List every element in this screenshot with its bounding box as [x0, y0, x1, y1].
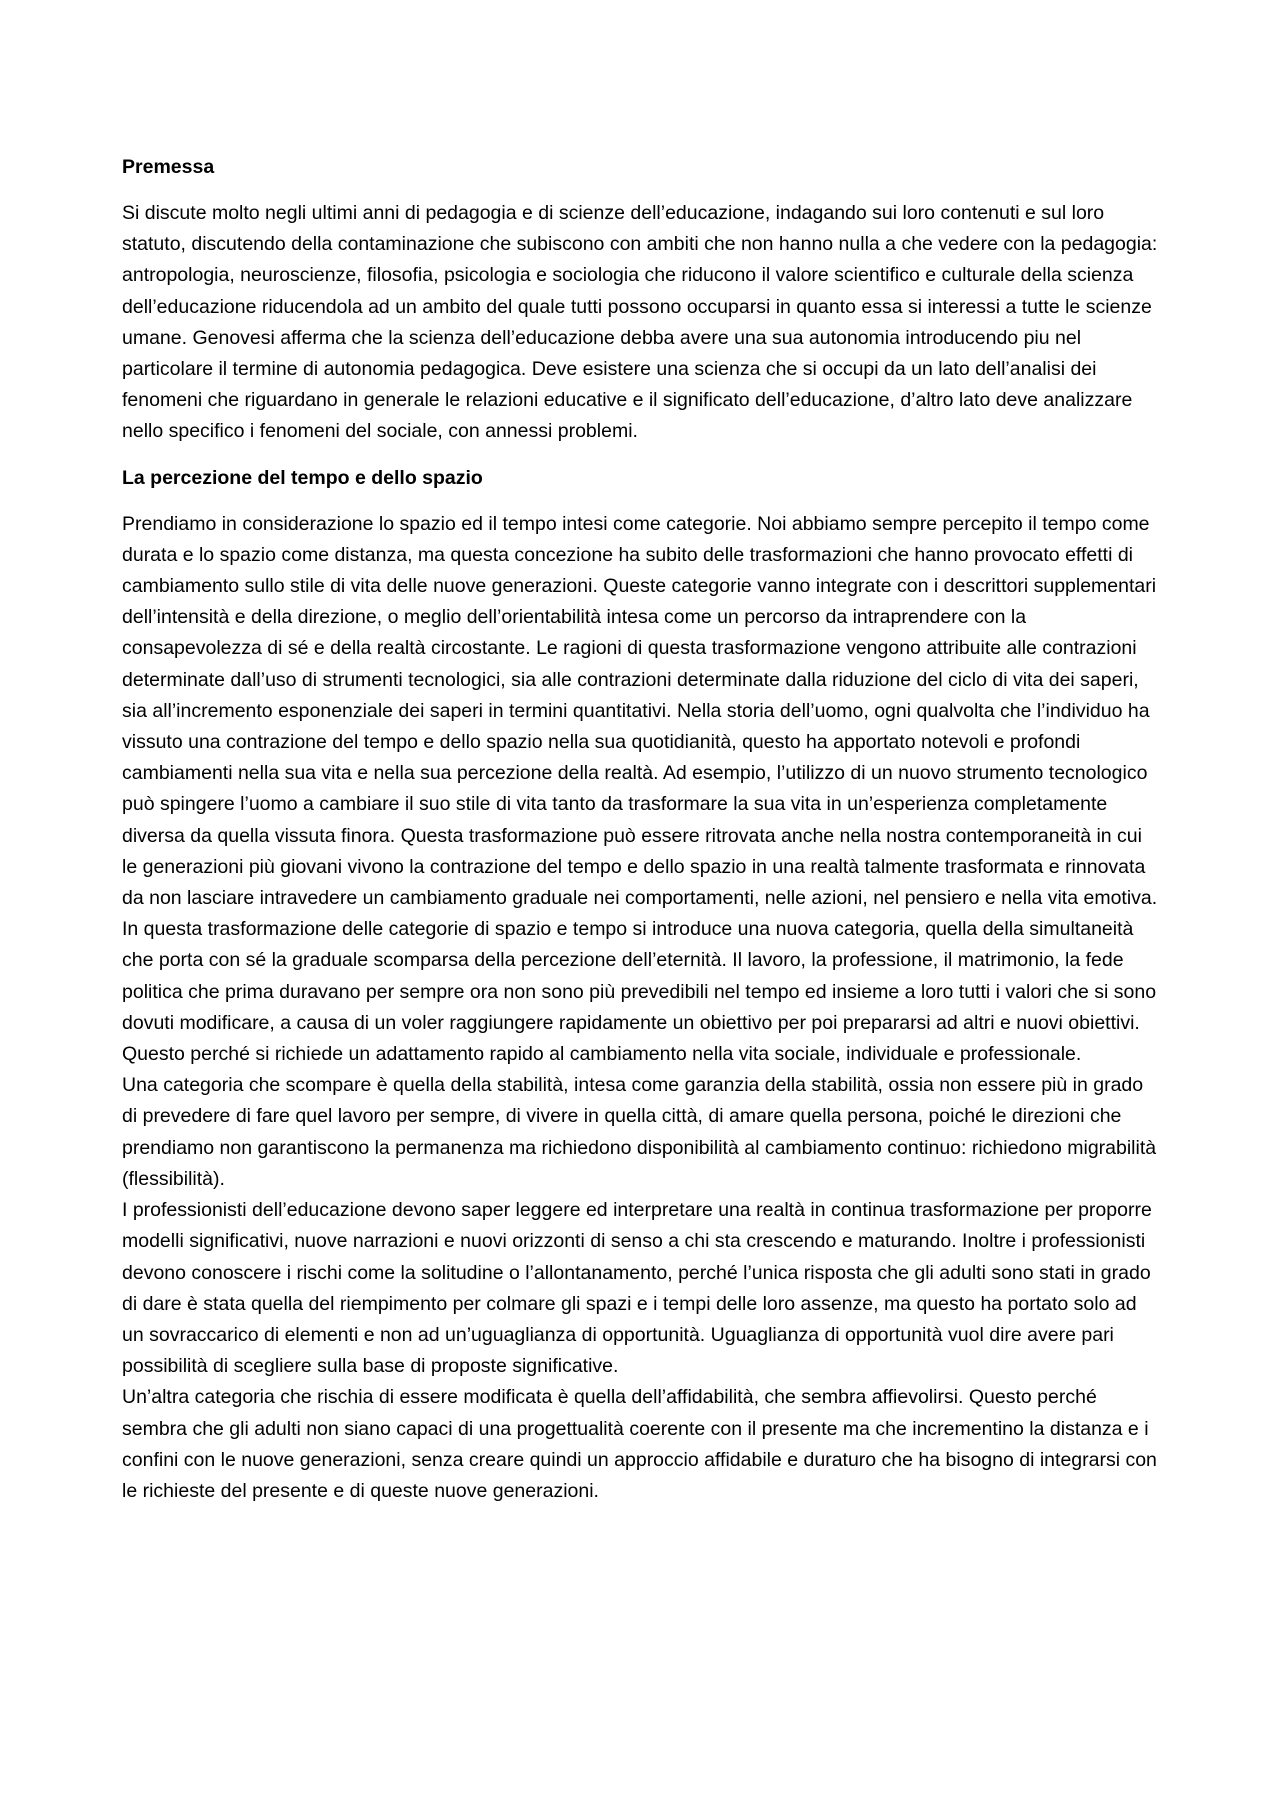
spacer [122, 448, 1162, 463]
paragraph-percezione-1: Prendiamo in considerazione lo spazio ed il tempo intesi come categorie. Noi abbiamo sempre percepito il tempo come durata e lo spazio come distanza, ma questa concezione ha subito delle trasformazioni che hanno provocato effetti di cambiamento sullo stile di vita delle nuove generazioni. Queste categorie vanno integrate con i descrittori supplementari dell’intensità e della direzione, o meglio dell’orientabilità intesa come un percorso da intraprendere con la consapevolezza di sé e della realtà circostante. Le ragioni di questa trasformazione vengono attribuite alle contrazioni determinate dall’uso di strumenti tecnologici, sia alle contrazioni determinate dalla riduzione del ciclo di vita dei saperi, sia all’incremento esponenziale dei saperi in termini quantitativi. Nella storia dell’uomo, ogni qualvolta che l’individuo ha vissuto una contrazione del tempo e dello spazio nella sua quotidianità, questo ha apportato notevoli e profondi cambiamenti nella sua vita e nella sua percezione della realtà. Ad esempio, l’utilizzo di un nuovo strumento tecnologico può spingere l’uomo a cambiare il suo stile di vita tanto da trasformare la sua vita in un’esperienza completamente diversa da quella vissuta finora. Questa trasformazione può essere ritrovata anche nella nostra contemporaneità in cui le generazioni più giovani vivono la contrazione del tempo e dello spazio in una realtà talmente trasformata e rinnovata da non lasciare intravedere un cambiamento graduale nei comportamenti, nelle azioni, nel pensiero e nella vita emotiva. [122, 512, 1158, 910]
spacer [122, 183, 1162, 198]
paragraph-percezione-2: In questa trasformazione delle categorie di spazio e tempo si introduce una nuova categoria, quella della simultaneità che porta con sé la graduale scomparsa della percezione dell’eternità. Il lavoro, la professione, il matrimonio, la fede politica che prima duravano per sempre ora non sono più prevedibili nel tempo ed insieme a loro tutti i valori che si sono dovuti modificare, a causa di un voler raggiungere rapidamente un obiettivo per poi prepararsi ad altri e nuovi obiettivi. Questo perché si richiede un adattamento rapido al cambiamento nella vita sociale, individuale e professionale. [122, 918, 1157, 1066]
paragraph-percezione-5: Un’altra categoria che rischia di essere modificata è quella dell’affidabilità, che sembra affievolirsi. Questo perché sembra che gli adulti non siano capaci di una progettualità coerente con il presente ma che incrementino la distanza e i confini con le nuove generazioni, senza creare quindi un approccio affidabile e duraturo che ha bisogno di integrarsi con le richieste del presente e di queste nuove generazioni. [122, 1386, 1157, 1502]
section-heading-premessa: Premessa [122, 156, 215, 178]
section-heading-percezione: La percezione del tempo e dello spazio [122, 466, 483, 489]
paragraph-premessa: Si discute molto negli ultimi anni di pedagogia e di scienze dell’educazione, indagando sui loro contenuti e sul loro statuto, discutendo della contaminazione che subiscono con ambiti che non hanno nulla a che vedere con la pedagogia: antropologia, neuroscienze, filosofia, psicologia e sociologia che riducono il valore scientifico e culturale della scienza dell’educazione riducendola ad un ambito del quale tutti possono occuparsi in quanto essa si interessi a tutte le scienze umane. Genovesi afferma che la scienza dell’educazione debba avere una sua autonomia introducendo piu nel particolare il termine di autonomia pedagogica. Deve esistere una scienza che si occupi da un lato dell’analisi dei fenomeni che riguardano in generale le relazioni educative e il significato dell’educazione, d’altro lato deve analizzare nello specifico i fenomeni del sociale, con annessi problemi. [122, 202, 1158, 443]
spacer [122, 494, 1162, 509]
paragraph-percezione-4: I professionisti dell’educazione devono saper leggere ed interpretare una realtà in continua trasformazione per proporre modelli significativi, nuove narrazioni e nuovi orizzonti di senso a chi sta crescendo e maturando. Inoltre i professionisti devono conoscere i rischi come la solitudine o l’allontanamento, perché l’unica risposta che gli adulti sono stati in grado di dare è stata quella del riempimento per colmare gli spazi e i tempi delle loro assenze, ma questo ha portato solo ad un sovraccarico di elementi e non ad un’uguaglianza di opportunità. Uguaglianza di opportunità vuol dire avere pari possibilità di scegliere sulla base di proposte significative. [122, 1199, 1152, 1378]
paragraph-percezione-3: Una categoria che scompare è quella della stabilità, intesa come garanzia della stabilità, ossia non essere più in grado di prevedere di fare quel lavoro per sempre, di vivere in quella città, di amare quella persona, poiché le direzioni che prendiamo non garantiscono la permanenza ma richiedono disponibilità al cambiamento continuo: richiedono migrabilità (flessibilità). [122, 1074, 1157, 1190]
document-page [122, 152, 1162, 1507]
